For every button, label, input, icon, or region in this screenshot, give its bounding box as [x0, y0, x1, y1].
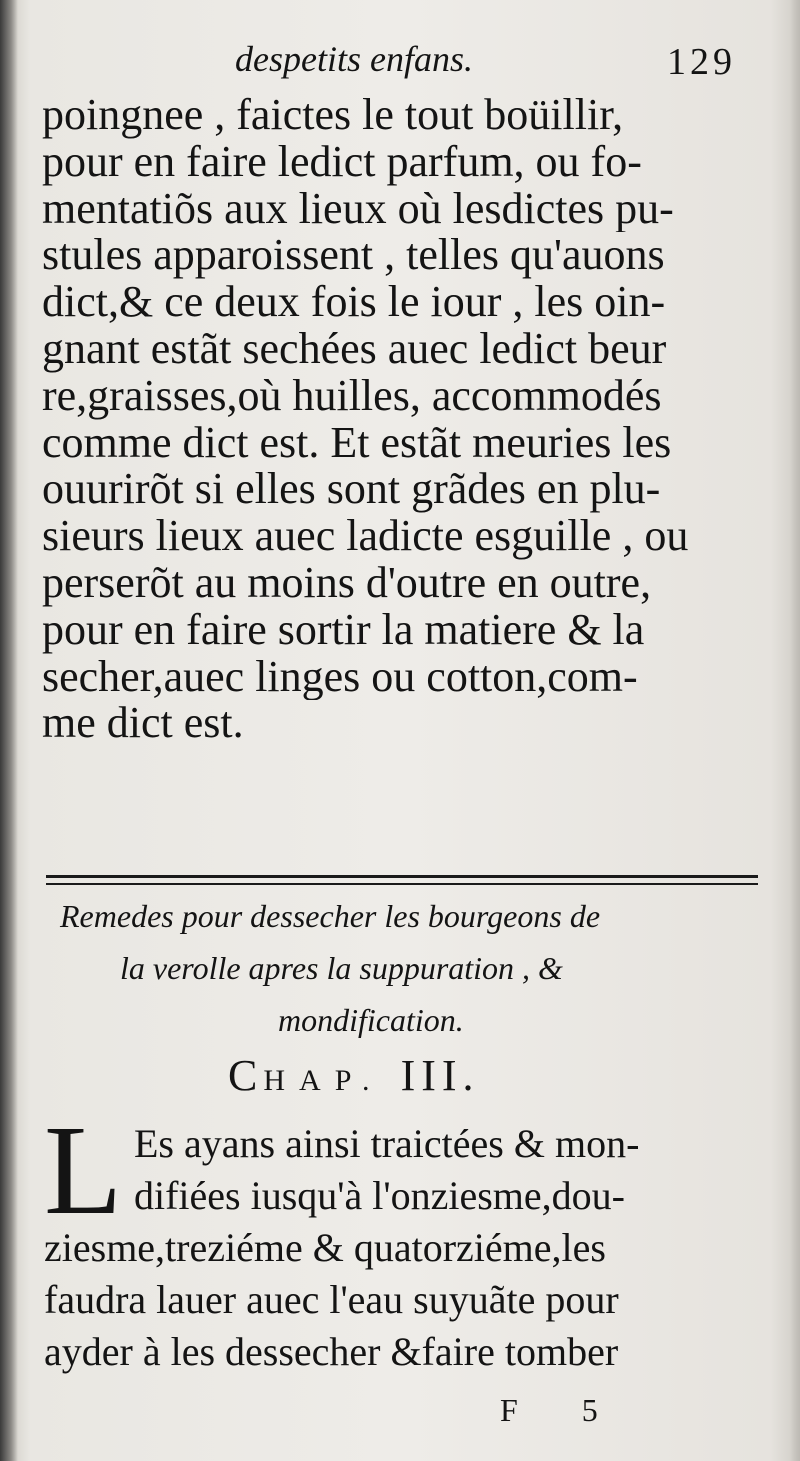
section-heading [40, 890, 770, 1046]
chapter-word: HAP. [263, 1064, 384, 1097]
heading-line: la verolle apres la suppuration , & [120, 950, 563, 986]
text-line: dict,& ce deux fois le iour , les oin- [42, 279, 666, 326]
text-line: pour en faire sortir la matiere & la [42, 606, 645, 654]
page-edge [790, 0, 800, 1461]
chapter-number: III. [400, 1051, 480, 1100]
text-line: comme dict est. Et estãt meuries les [42, 419, 672, 467]
running-head [0, 38, 800, 88]
text-line: faudra lauer auec l'eau suyuãte pour [44, 1277, 619, 1322]
text-line: ayder à les dessecher &faire tomber [44, 1329, 619, 1374]
running-title: despetits enfans. [235, 39, 473, 79]
text-line: Es ayans ainsi traictées & mon- [134, 1121, 640, 1166]
text-line: perserõt au moins d'outre en outre, [42, 559, 652, 607]
text-line: sieurs lieux auec ladicte esguille , ou [42, 513, 689, 560]
text-line: mentatiõs aux lieux où lesdictes pu- [42, 185, 674, 233]
text-line: ouurirõt si elles sont grãdes en plu- [42, 466, 661, 514]
section-rule-bottom [46, 883, 758, 885]
heading-line: mondification. [278, 1002, 464, 1038]
text-line: re,graisses,où huilles, accommodés [42, 372, 662, 420]
drop-cap: L [44, 1099, 123, 1241]
chapter-heading [228, 1050, 628, 1101]
text-line: stules apparoissent , telles qu'auons [42, 232, 665, 280]
page-number: 129 [667, 41, 736, 83]
page-gutter-shadow [0, 0, 18, 1461]
text-line: pour en faire ledict parfum, ou fo- [42, 138, 642, 186]
section-rule-top [46, 875, 758, 878]
chapter-paragraph [44, 1099, 766, 1378]
main-paragraph [42, 92, 764, 747]
text-line: poingnee , faictes le tout boüillir, [42, 92, 624, 139]
text-line: secher,auec linges ou cotton,com- [42, 653, 638, 701]
heading-line: Remedes pour dessecher les bourgeons de [60, 898, 601, 934]
text-line: ziesme,treziéme & quatorziéme,les [44, 1225, 606, 1270]
text-line: gnant estãt sechées auec ledict beur [42, 325, 667, 373]
chapter-initial: C [228, 1051, 264, 1100]
signature-mark: F 5 [500, 1392, 626, 1428]
text-line: me dict est. [42, 700, 244, 748]
text-line: difiées iusqu'à l'onziesme,dou- [134, 1173, 625, 1218]
